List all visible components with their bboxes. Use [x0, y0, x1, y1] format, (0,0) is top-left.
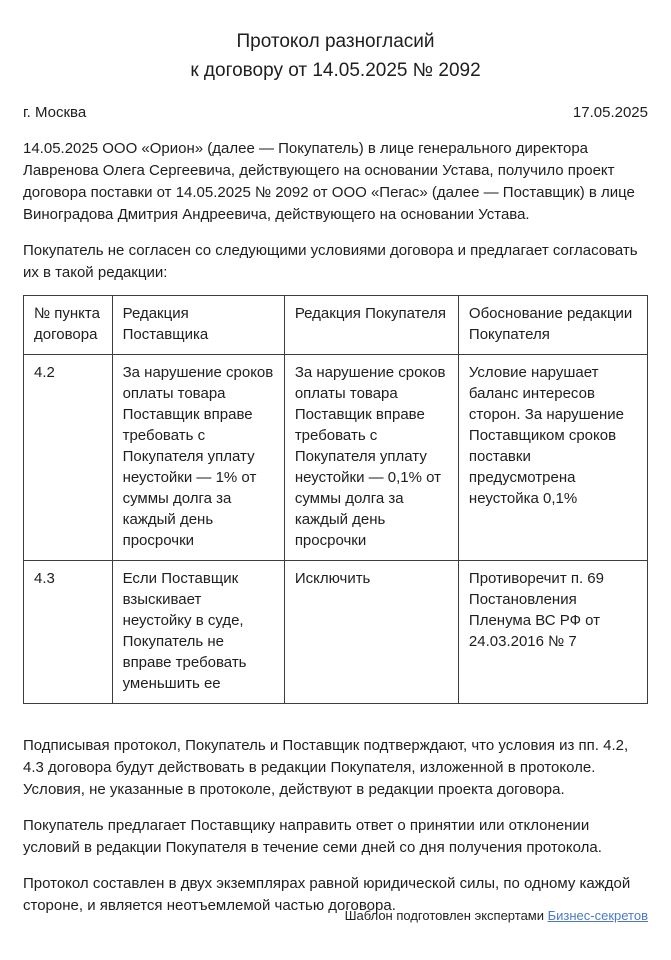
clause-copies: Протокол составлен в двух экземплярах равной юридической силы, по одному каждой стороне, и является неотъемлемой частью договора. [23, 875, 631, 914]
table-row [24, 355, 648, 561]
cell-justification: Противоречит п. 69 Постановления Пленума ВС РФ от 24.03.2016 № 7 [458, 561, 647, 704]
header-clause-number: № пункта договора [24, 296, 113, 355]
title-line-2: к договору от 14.05.2025 № 2092 [190, 60, 481, 81]
title-line-1: Протокол разногласий [236, 31, 435, 52]
clause-response-term: Покупатель предлагает Поставщику направить ответ о принятии или отклонении условий в редакции Покупателя в течение семи дней со дня получения протокола. [23, 817, 602, 856]
credit-text: Шаблон подготовлен экспертами [344, 908, 548, 923]
lead-paragraph: Покупатель не согласен со следующими условиями договора и предлагает согласовать их в такой редакции: [23, 242, 638, 281]
template-credit [345, 907, 648, 925]
closing-clauses [23, 735, 648, 917]
protocol-date: 17.05.2025 [572, 104, 648, 121]
cell-supplier-version: За нарушение сроков оплаты товара Поставщик вправе требовать с Покупателя уплату неустойки — 1% от суммы долга за каждый день просрочки [112, 355, 284, 561]
table-header-row [24, 296, 648, 355]
clause-signing: Подписывая протокол, Покупатель и Поставщик подтверждают, что условия из пп. 4.2, 4.3 договора будут действовать в редакции Покупателя, изложенной в протоколе. Условия, не указанные в протоколе, действуют в редакции проекта договора. [23, 737, 629, 798]
business-secrets-link[interactable]: Бизнес-секретов [547, 908, 648, 923]
table-row [24, 561, 648, 704]
cell-supplier-version: Если Поставщик взыскивает неустойку в суде, Покупатель не вправе требовать уменьшить ее [112, 561, 284, 704]
disagreements-table [23, 295, 648, 704]
city-label: г. Москва [23, 104, 87, 121]
intro-paragraph: 14.05.2025 ООО «Орион» (далее — Покупатель) в лице генерального директора Лавренова Олега Сергеевича, действующего на основании Устава, получило проект договора поставки от 14.05.2025 № 2092 от ООО «Пегас» (далее — Поставщик) в лице Виноградова Дмитрия Андреевича, действующего на основании Устава. [23, 140, 635, 223]
header-buyer-version: Редакция Покупателя [284, 296, 458, 355]
document-title [23, 27, 648, 85]
meta-row [23, 102, 648, 124]
cell-clause-number: 4.2 [24, 355, 113, 561]
cell-justification: Условие нарушает баланс интересов сторон. За нарушение Поставщиком сроков поставки предусмотрена неустойка 0,1% [458, 355, 647, 561]
cell-buyer-version: Исключить [284, 561, 458, 704]
cell-clause-number: 4.3 [24, 561, 113, 704]
header-supplier-version: Редакция Поставщика [112, 296, 284, 355]
cell-buyer-version: За нарушение сроков оплаты товара Поставщик вправе требовать с Покупателя уплату неустойки — 0,1% от суммы долга за каждый день просрочки [284, 355, 458, 561]
header-justification: Обоснование редакции Покупателя [458, 296, 647, 355]
